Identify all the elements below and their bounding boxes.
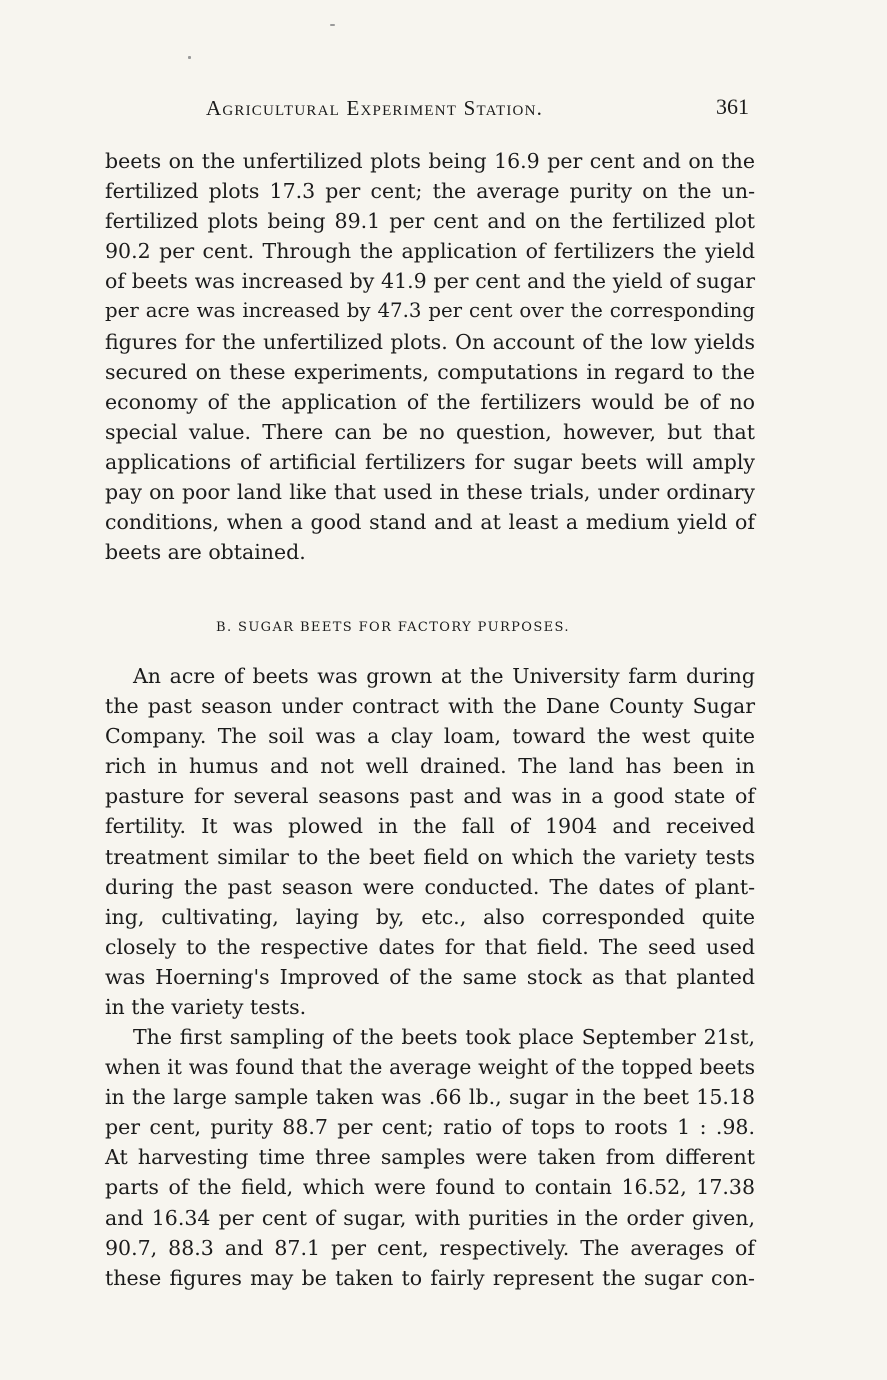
text-line: the past season under contract with the Dane County Sugar	[105, 694, 755, 719]
text-line: 90.7, 88.3 and 87.1 per cent, respectively. The averages of	[105, 1235, 755, 1260]
text-line: closely to the respective dates for that field. The seed used	[105, 934, 755, 959]
text-line: parts of the field, which were found to contain 16.52, 17.38	[105, 1175, 755, 1200]
text-line: per acre was increased by 47.3 per cent over the corresponding	[105, 299, 755, 323]
text-line: when it was found that the average weight of the topped beets	[105, 1055, 755, 1080]
text-line: and 16.34 per cent of sugar, with purities in the order given,	[105, 1205, 755, 1230]
scan-speck	[188, 56, 191, 59]
text-line: conditions, when a good stand and at least a medium yield of	[105, 510, 755, 535]
text-line: secured on these experiments, computations in regard to the	[105, 359, 755, 384]
page-number: 361	[716, 94, 749, 119]
text-line: The first sampling of the beets took place September 21st,	[133, 1025, 755, 1049]
text-line: of beets was increased by 41.9 per cent and the yield of sugar	[105, 269, 755, 294]
text-line: fertilized plots being 89.1 per cent and on the fertilized plot	[105, 209, 755, 234]
text-line: was Hoerning's Improved of the same stock as that planted	[105, 964, 755, 989]
text-line: Company. The soil was a clay loam, toward the west quite	[105, 724, 755, 749]
text-line: At harvesting time three samples were taken from different	[105, 1145, 755, 1170]
text-line: pasture for several seasons past and was in a good state of	[105, 784, 755, 809]
text-line: rich in humus and not well drained. The land has been in	[105, 754, 755, 779]
paragraph-factory-acre	[105, 661, 755, 1022]
text-line: these figures may be taken to fairly represent the sugar con-	[105, 1265, 755, 1290]
text-line: beets are obtained.	[105, 540, 306, 565]
text-line: fertility. It was plowed in the fall of 1904 and received	[105, 814, 755, 839]
text-line: treatment similar to the beet field on which the variety tests	[105, 844, 755, 869]
paragraph-continuation	[105, 146, 755, 567]
paragraph-sampling	[105, 1022, 755, 1293]
text-line: per cent, purity 88.7 per cent; ratio of tops to roots 1 : .98.	[105, 1115, 755, 1140]
section-heading: B. SUGAR BEETS FOR FACTORY PURPOSES.	[216, 620, 570, 635]
text-line: fertilized plots 17.3 per cent; the average purity on the un-	[105, 179, 755, 204]
text-line: in the variety tests.	[105, 995, 307, 1020]
text-line: pay on poor land like that used in these trials, under ordinary	[105, 480, 755, 505]
scan-speck	[330, 24, 335, 26]
text-line: special value. There can be no question, however, but that	[105, 419, 755, 444]
text-line: in the large sample taken was .66 lb., sugar in the beet 15.18	[105, 1085, 755, 1110]
text-line: 90.2 per cent. Through the application of fertilizers the yield	[105, 239, 755, 264]
text-line: applications of artificial fertilizers for sugar beets will amply	[105, 449, 755, 474]
text-line: economy of the application of the fertilizers would be of no	[105, 389, 755, 414]
running-head-title: Agricultural Experiment Station.	[206, 96, 544, 120]
text-line: during the past season were conducted. The dates of plant-	[105, 874, 755, 899]
text-line: ing, cultivating, laying by, etc., also corresponded quite	[105, 904, 755, 929]
text-line: figures for the unfertilized plots. On account of the low yields	[105, 329, 755, 354]
text-line: An acre of beets was grown at the University farm during	[133, 664, 755, 688]
text-line: beets on the unfertilized plots being 16.9 per cent and on the	[105, 149, 755, 173]
